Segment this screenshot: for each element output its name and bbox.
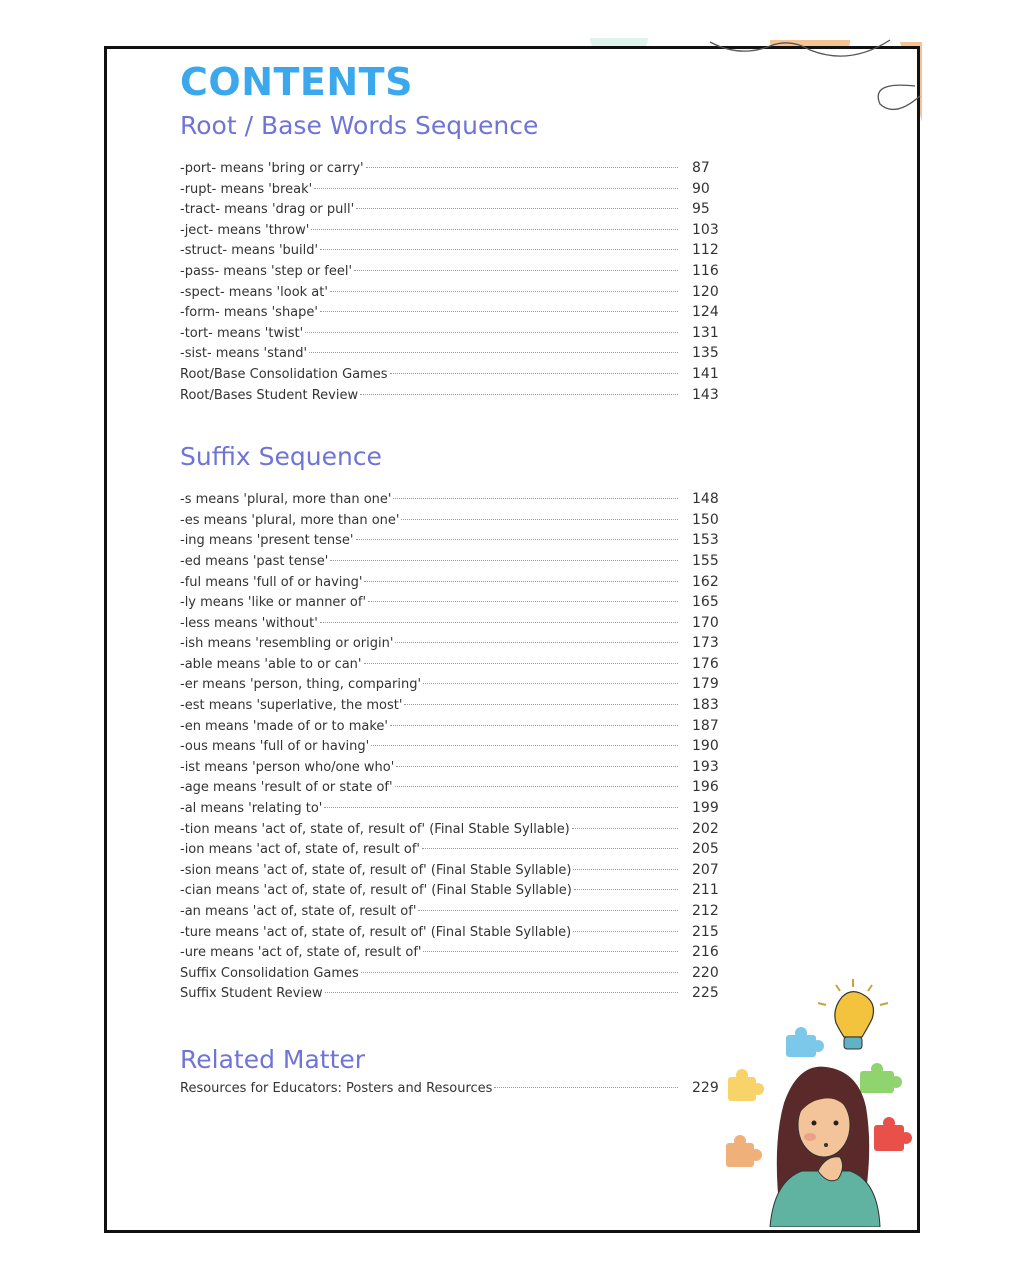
puzzle-piece-blue-icon: [786, 1027, 824, 1057]
toc-entry-label: -er means 'person, thing, comparing': [180, 677, 422, 693]
toc-entry-page-number: 116: [692, 262, 719, 279]
lightbulb-icon: [818, 979, 888, 1049]
toc-entry-page-number: 193: [692, 758, 719, 775]
toc-entry-label: -ject- means 'throw': [180, 222, 310, 238]
toc-entry-page-number: 229: [692, 1079, 719, 1096]
toc-entry[interactable]: [180, 158, 720, 179]
dot-leader: [423, 951, 678, 952]
toc-entry[interactable]: [180, 674, 720, 695]
toc-entry-page-number: 103: [692, 221, 719, 238]
toc-entry-page-number: 120: [692, 283, 719, 300]
toc-entry[interactable]: [180, 510, 720, 531]
dot-leader: [404, 704, 678, 705]
toc-entry-label: -tort- means 'twist': [180, 325, 304, 341]
toc-entry[interactable]: [180, 922, 720, 943]
toc-entry-label: -tract- means 'drag or pull': [180, 202, 355, 218]
toc-section-suffix: [180, 441, 720, 1004]
toc-entry-page-number: 124: [692, 304, 719, 321]
dot-leader: [418, 910, 678, 911]
toc-entry-label: Root/Base Consolidation Games: [180, 366, 388, 382]
toc-entry-page-number: 216: [692, 944, 719, 961]
dot-leader: [494, 1087, 678, 1088]
toc-entry-label: -ion means 'act of, state of, result of': [180, 842, 420, 858]
dot-leader: [390, 373, 678, 374]
dot-leader: [364, 581, 678, 582]
dot-leader: [320, 622, 678, 623]
toc-entry[interactable]: [180, 716, 720, 737]
toc-entry[interactable]: [180, 572, 720, 593]
toc-entry[interactable]: [180, 839, 720, 860]
dot-leader: [330, 560, 678, 561]
toc-entry[interactable]: [180, 179, 720, 200]
dot-leader: [320, 249, 678, 250]
toc-entry-label: -able means 'able to or can': [180, 656, 362, 672]
dot-leader: [393, 498, 678, 499]
toc-entry[interactable]: [180, 385, 720, 406]
toc-list: [180, 489, 720, 1004]
dot-leader: [354, 270, 678, 271]
toc-entry-page-number: 225: [692, 985, 719, 1002]
dot-leader: [325, 992, 678, 993]
toc-entry[interactable]: [180, 364, 720, 385]
toc-entry-label: -an means 'act of, state of, result of': [180, 904, 417, 919]
toc-entry-page-number: 202: [692, 820, 719, 837]
toc-entry[interactable]: [180, 777, 720, 798]
dot-leader: [395, 642, 678, 643]
dot-leader: [305, 332, 678, 333]
puzzle-piece-red-icon: [874, 1117, 912, 1151]
section-heading: Root / Base Words Sequence: [180, 111, 539, 140]
toc-entry-page-number: 183: [692, 697, 719, 714]
toc-entry-label: -tion means 'act of, state of, result of' (Final Stable Syllable): [180, 821, 570, 837]
toc-entry-label: -struct- means 'build': [180, 243, 319, 259]
toc-entry-label: Root/Bases Student Review: [180, 387, 359, 403]
dot-leader: [573, 931, 678, 932]
dot-leader: [324, 807, 678, 808]
dot-leader: [401, 519, 678, 520]
toc-entry-label: -sion means 'act of, state of, result of' (Final Stable Syllable): [180, 862, 572, 878]
toc-entry-page-number: 95: [692, 201, 710, 218]
toc-entry-page-number: 162: [692, 573, 719, 590]
toc-entry[interactable]: [180, 983, 720, 1004]
toc-entry-label: -ure means 'act of, state of, result of': [180, 945, 422, 961]
toc-entry-label: -est means 'superlative, the most': [180, 698, 403, 714]
toc-entry[interactable]: [180, 736, 720, 757]
dot-leader: [330, 291, 678, 292]
toc-entry-page-number: 220: [692, 964, 719, 981]
toc-entry[interactable]: [180, 323, 720, 344]
toc-entry-label: -ous means 'full of or having': [180, 739, 370, 755]
toc-entry-page-number: 190: [692, 738, 719, 755]
toc-entry-label: -s means 'plural, more than one': [180, 492, 392, 508]
section-heading: Suffix Sequence: [180, 442, 382, 472]
dot-leader: [423, 683, 678, 684]
dot-leader: [364, 663, 679, 664]
toc-entry-page-number: 135: [692, 345, 719, 362]
toc-list: [180, 1078, 720, 1099]
dot-leader: [422, 848, 678, 849]
toc-entry-label: -ture means 'act of, state of, result of' (Final Stable Syllable): [180, 924, 572, 940]
dot-leader: [573, 869, 678, 870]
toc-entry-page-number: 90: [692, 180, 710, 197]
dot-leader: [366, 167, 678, 168]
toc-entry-page-number: 150: [692, 511, 719, 528]
toc-entry-page-number: 173: [692, 635, 719, 652]
toc-entry-label: Resources for Educators: Posters and Resources: [180, 1080, 493, 1096]
toc-entry[interactable]: [180, 860, 720, 881]
toc-entry-page-number: 205: [692, 841, 719, 858]
toc-entry[interactable]: [180, 592, 720, 613]
dot-leader: [390, 725, 678, 726]
toc-entry[interactable]: [180, 551, 720, 572]
toc-entry[interactable]: [180, 633, 720, 654]
toc-entry[interactable]: [180, 199, 720, 220]
toc-entry-label: -al means 'relating to': [180, 801, 323, 817]
toc-entry-page-number: 153: [692, 532, 719, 549]
toc-entry-page-number: 143: [692, 386, 719, 403]
dot-leader: [395, 786, 678, 787]
toc-entry-label: -ish means 'resembling or origin': [180, 636, 394, 652]
toc-entry-page-number: 112: [692, 242, 719, 259]
table-of-contents: [180, 60, 720, 1099]
toc-entry-label: -ful means 'full of or having': [180, 574, 363, 590]
toc-entry[interactable]: [180, 819, 720, 840]
toc-entry[interactable]: [180, 1078, 720, 1099]
thinking-girl-puzzle-lightbulb-icon: [722, 975, 918, 1227]
toc-entry[interactable]: [180, 963, 720, 984]
toc-entry-page-number: 179: [692, 676, 719, 693]
toc-entry-page-number: 199: [692, 800, 719, 817]
toc-entry[interactable]: [180, 757, 720, 778]
toc-entry-page-number: 131: [692, 324, 719, 341]
toc-entry[interactable]: [180, 343, 720, 364]
toc-entry[interactable]: [180, 220, 720, 241]
toc-entry-label: -en means 'made of or to make': [180, 718, 388, 734]
toc-entry-label: -cian means 'act of, state of, result of' (Final Stable Syllable): [180, 883, 572, 899]
toc-entry-page-number: 176: [692, 655, 719, 672]
toc-entry-page-number: 170: [692, 614, 719, 631]
decorative-string-icon: [700, 36, 930, 116]
toc-entry-label: -age means 'result of or state of': [180, 780, 393, 796]
toc-entry-page-number: 87: [692, 160, 710, 176]
toc-entry-label: -sist- means 'stand': [180, 346, 308, 362]
toc-entry[interactable]: [180, 302, 720, 323]
toc-entry-label: -form- means 'shape': [180, 305, 318, 321]
puzzle-piece-orange-icon: [726, 1135, 762, 1167]
toc-entry-label: Suffix Student Review: [180, 986, 323, 1002]
dot-leader: [356, 539, 678, 540]
dot-leader: [574, 889, 678, 890]
toc-entry-label: -port- means 'bring or carry': [180, 161, 364, 176]
toc-entry-page-number: 215: [692, 923, 719, 940]
puzzle-piece-yellow-icon: [728, 1069, 764, 1101]
toc-entry-page-number: 165: [692, 594, 719, 611]
toc-entry[interactable]: [180, 901, 720, 922]
toc-entry-page-number: 155: [692, 552, 719, 569]
toc-section-root-base: [180, 110, 720, 405]
dot-leader: [311, 229, 678, 230]
section-heading: Related Matter: [180, 1044, 366, 1074]
dot-leader: [396, 766, 678, 767]
dot-leader: [314, 188, 678, 189]
toc-entry-label: -spect- means 'look at': [180, 284, 328, 300]
toc-entry-label: -rupt- means 'break': [180, 181, 313, 197]
toc-entry[interactable]: [180, 880, 720, 901]
toc-entry[interactable]: [180, 489, 720, 510]
toc-entry-page-number: 148: [692, 491, 719, 508]
page-title: CONTENTS: [180, 60, 413, 104]
toc-entry-page-number: 187: [692, 717, 719, 734]
toc-entry-label: -less means 'without': [180, 615, 318, 631]
dot-leader: [368, 601, 678, 602]
dot-leader: [572, 828, 678, 829]
dot-leader: [356, 208, 678, 209]
toc-entry[interactable]: [180, 530, 720, 551]
toc-entry-page-number: 141: [692, 365, 719, 382]
toc-entry-page-number: 211: [692, 882, 719, 899]
toc-entry[interactable]: [180, 240, 720, 261]
toc-entry-label: -ist means 'person who/one who': [180, 759, 395, 775]
toc-entry[interactable]: [180, 695, 720, 716]
puzzle-piece-green-icon: [860, 1063, 902, 1093]
toc-entry-label: -es means 'plural, more than one': [180, 512, 400, 528]
dot-leader: [361, 972, 678, 973]
toc-entry-label: -ing means 'present tense': [180, 533, 354, 549]
toc-entry[interactable]: [180, 654, 720, 675]
toc-entry-page-number: 212: [692, 903, 719, 919]
toc-entry[interactable]: [180, 942, 720, 963]
toc-entry[interactable]: [180, 261, 720, 282]
toc-section-related-matter: [180, 1044, 720, 1099]
toc-list: [180, 158, 720, 405]
toc-entry-label: -pass- means 'step or feel': [180, 263, 353, 279]
toc-entry-page-number: 207: [692, 861, 719, 878]
toc-entry-label: -ly means 'like or manner of': [180, 595, 367, 611]
toc-entry-label: Suffix Consolidation Games: [180, 965, 359, 981]
toc-entry[interactable]: [180, 282, 720, 303]
toc-entry-label: -ed means 'past tense': [180, 553, 329, 569]
toc-entry[interactable]: [180, 613, 720, 634]
dot-leader: [309, 352, 678, 353]
dot-leader: [360, 394, 678, 395]
toc-entry-page-number: 196: [692, 779, 719, 796]
toc-entry[interactable]: [180, 798, 720, 819]
dot-leader: [371, 745, 678, 746]
dot-leader: [320, 311, 678, 312]
